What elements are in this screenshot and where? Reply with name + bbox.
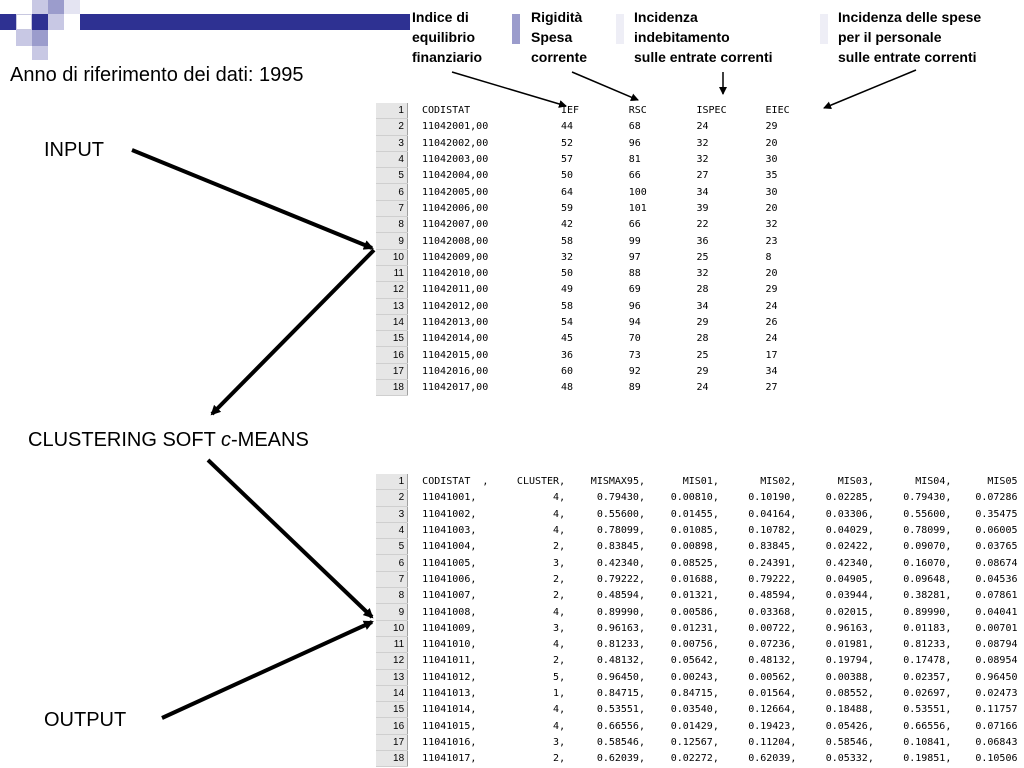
- table-cell: 94: [628, 317, 641, 328]
- table-cell: 60: [561, 365, 574, 377]
- table-cell: 0.53551,: [903, 704, 952, 716]
- table-cell: 0.10190,: [748, 492, 797, 504]
- table-cell: 28: [696, 333, 709, 345]
- table-cell: 0.02473: [975, 688, 1018, 699]
- table-cell: 11042016,00: [421, 365, 489, 377]
- column-header: CODISTAT ,: [422, 476, 489, 488]
- table-cell: 0.96450,: [596, 671, 645, 683]
- table-cell: 0.01564,: [748, 688, 797, 699]
- table-cell: 3,: [553, 736, 566, 748]
- table-cell: 0.19423,: [748, 720, 797, 732]
- table-cell: 3,: [553, 622, 566, 634]
- table-cell: 0.03306,: [825, 508, 874, 520]
- table-cell: 0.84715,: [670, 688, 719, 699]
- row-number: 8: [376, 588, 408, 604]
- table-cell: 0.07861: [975, 590, 1018, 602]
- row-number: 2: [376, 490, 408, 506]
- table-cell: 96: [628, 300, 641, 312]
- row-number: 11: [376, 636, 408, 652]
- row-number: 9: [376, 604, 408, 620]
- table-cell: 11041003,: [422, 525, 477, 537]
- table-cell: 11041012,: [422, 671, 477, 683]
- pointer-rsc: [572, 72, 638, 100]
- table-cell: 4,: [553, 639, 566, 651]
- row-number: 6: [376, 555, 408, 571]
- row-number: 5: [376, 539, 408, 555]
- table-cell: 4,: [553, 508, 566, 520]
- table-cell: 2,: [553, 753, 566, 765]
- table-cell: 29: [765, 121, 778, 133]
- table-cell: 0.05426,: [825, 720, 874, 732]
- table-cell: 66: [628, 219, 641, 231]
- row-number: 15: [376, 702, 408, 718]
- table-cell: 0.01455,: [670, 508, 719, 520]
- table-cell: 0.01231,: [670, 622, 719, 634]
- table-cell: 0.06843: [975, 736, 1018, 748]
- table-cell: 11041001,: [422, 492, 477, 504]
- table-cell: 0.03944,: [825, 590, 874, 602]
- table-cell: 0.04029,: [825, 525, 874, 537]
- table-cell: 0.58546,: [596, 736, 645, 748]
- table-cell: 57: [561, 154, 574, 166]
- table-cell: 0.48594,: [748, 590, 797, 602]
- table-cell: 0.00756,: [670, 639, 719, 651]
- table-cell: 27: [696, 170, 709, 182]
- table-cell: 0.08794: [975, 639, 1018, 651]
- table-cell: 0.19794,: [825, 655, 874, 667]
- table-cell: 11041015,: [422, 720, 477, 732]
- table-cell: 50: [561, 170, 574, 182]
- row-number: 14: [376, 685, 408, 701]
- table-cell: 24: [696, 382, 709, 394]
- row-number: 8: [376, 217, 407, 233]
- table-cell: 32: [696, 137, 709, 149]
- table-cell: 11042012,00: [421, 300, 489, 312]
- column-header: MIS02,: [760, 476, 797, 488]
- row-number: 13: [376, 669, 408, 685]
- table-cell: 8: [765, 251, 772, 263]
- table-cell: 2,: [553, 573, 566, 585]
- table-cell: 0.89990,: [903, 606, 952, 618]
- table-cell: 0.00562,: [748, 671, 797, 683]
- row-number: 3: [376, 506, 408, 522]
- table-cell: 0.10506: [975, 753, 1018, 765]
- table-cell: 11042014,00: [421, 333, 489, 345]
- table-cell: 0.05332,: [825, 753, 874, 765]
- table-cell: 101: [628, 202, 647, 214]
- table-cell: 0.12567,: [670, 736, 719, 748]
- table-cell: 0.81233,: [903, 639, 952, 651]
- table-cell: 66: [628, 170, 641, 182]
- table-cell: 26: [765, 317, 778, 328]
- row-number: 12: [376, 653, 408, 669]
- table-cell: 0.81233,: [596, 639, 645, 651]
- table-cell: 0.02697,: [903, 688, 952, 699]
- column-header: MIS03,: [837, 476, 874, 488]
- header-rsc: Rigidità Spesa corrente: [531, 9, 588, 65]
- row-number: 16: [376, 347, 407, 363]
- table-cell: 0.79222,: [748, 573, 797, 585]
- row-number: 11: [376, 265, 407, 281]
- table-cell: 54: [561, 317, 574, 328]
- table-cell: 0.03765: [975, 541, 1018, 553]
- row-number: 18: [376, 380, 407, 396]
- table-cell: 0.19851,: [903, 753, 952, 765]
- row-number: 4: [376, 151, 407, 167]
- table-cell: 0.02015,: [825, 606, 874, 618]
- row-number: 1: [376, 103, 407, 119]
- table-cell: 58: [561, 235, 574, 247]
- table-cell: 0.58546,: [825, 736, 874, 748]
- table-cell: 0.10841,: [903, 736, 952, 748]
- row-number: 18: [376, 751, 408, 767]
- table-cell: 68: [628, 121, 641, 133]
- table-cell: 11041005,: [422, 557, 477, 569]
- table-cell: 0.62039,: [596, 753, 645, 765]
- column-header: MIS04,: [915, 476, 952, 488]
- column-header: MIS01,: [682, 476, 719, 488]
- table-cell: 0.78099,: [903, 525, 952, 537]
- arrow-clustering-to-output: [208, 460, 372, 617]
- table-cell: 0.07236,: [748, 639, 797, 651]
- table-cell: 52: [561, 137, 574, 149]
- table-cell: 0.04041: [975, 606, 1018, 618]
- table-cell: 2,: [553, 655, 566, 667]
- table-cell: 39: [696, 202, 709, 214]
- column-header: CODISTAT: [421, 105, 471, 117]
- table-cell: 0.42340,: [825, 557, 874, 569]
- table-cell: 0.00388,: [825, 671, 874, 683]
- table-cell: 11042002,00: [421, 137, 489, 149]
- table-cell: 0.79222,: [596, 573, 645, 585]
- table-cell: 25: [696, 251, 709, 263]
- table-cell: 5,: [553, 671, 566, 683]
- table-cell: 0.66556,: [596, 720, 645, 732]
- table-cell: 0.00243,: [670, 671, 719, 683]
- table-cell: 0.18488,: [825, 704, 874, 716]
- table-cell: 0.08954: [975, 655, 1018, 667]
- table-cell: 25: [696, 349, 709, 361]
- table-cell: 0.48594,: [596, 590, 645, 602]
- table-cell: 2,: [553, 590, 566, 602]
- row-number: 6: [376, 184, 407, 200]
- table-cell: 0.62039,: [748, 753, 797, 765]
- table-cell: 11041016,: [422, 736, 477, 748]
- table-cell: 0.01688,: [670, 573, 719, 585]
- table-cell: 32: [561, 251, 574, 263]
- table-cell: 0.01321,: [670, 590, 719, 602]
- table-cell: 0.04905,: [825, 573, 874, 585]
- row-number: 4: [376, 522, 408, 538]
- row-number: 1: [376, 474, 408, 490]
- table-cell: 34: [765, 365, 778, 377]
- row-number: 5: [376, 168, 407, 184]
- pointer-eiec: [824, 70, 916, 108]
- output-label: OUTPUT: [44, 709, 127, 731]
- table-cell: 50: [561, 268, 574, 280]
- table-cell: 0.03540,: [670, 704, 719, 716]
- table-cell: 11042004,00: [421, 170, 489, 182]
- table-cell: 0.01981,: [825, 639, 874, 651]
- table-cell: 22: [696, 219, 709, 231]
- row-number: 17: [376, 363, 407, 379]
- table-cell: 0.55600,: [903, 508, 952, 520]
- table-cell: 0.01183,: [903, 622, 952, 634]
- table-cell: 20: [765, 137, 778, 149]
- table-cell: 0.00586,: [670, 606, 719, 618]
- table-cell: 97: [628, 251, 641, 263]
- table-cell: 0.08674: [975, 557, 1018, 569]
- table-cell: 11041011,: [422, 655, 477, 667]
- table-cell: 35: [765, 170, 778, 182]
- table-cell: 0.09070,: [903, 541, 952, 553]
- column-header: CLUSTER,: [516, 476, 566, 488]
- table-cell: 0.35475: [975, 508, 1018, 520]
- table-cell: 4,: [553, 720, 566, 732]
- table-cell: 88: [628, 268, 641, 280]
- table-cell: 17: [765, 349, 778, 361]
- table-cell: 0.02272,: [670, 753, 719, 765]
- pointer-ief: [452, 72, 566, 106]
- table-cell: 0.07286: [975, 492, 1018, 504]
- table-cell: 92: [628, 365, 641, 377]
- table-cell: 0.08525,: [670, 557, 719, 569]
- table-cell: 0.02285,: [825, 492, 874, 504]
- table-cell: 32: [696, 154, 709, 166]
- table-cell: 0.84715,: [596, 688, 645, 699]
- table-cell: 0.11204,: [748, 736, 797, 748]
- table-cell: 4,: [553, 704, 566, 716]
- table-cell: 11042001,00: [421, 121, 489, 133]
- table-cell: 0.01429,: [670, 720, 719, 732]
- row-number: 15: [376, 331, 407, 347]
- table-cell: 20: [765, 268, 778, 280]
- page-title: Anno di riferimento dei dati: 1995: [10, 64, 304, 86]
- table-cell: 0.79430,: [903, 492, 952, 504]
- table-cell: 0.53551,: [596, 704, 645, 716]
- table-cell: 0.11757: [975, 704, 1018, 716]
- table-cell: 0.12664,: [748, 704, 797, 716]
- clustering-label: CLUSTERING SOFT c-MEANS: [28, 429, 309, 451]
- table-cell: 45: [561, 333, 574, 345]
- table-cell: 0.66556,: [903, 720, 952, 732]
- row-number: 12: [376, 282, 407, 298]
- table-cell: 11041010,: [422, 639, 477, 651]
- table-cell: 42: [561, 219, 574, 231]
- table-cell: 0.02422,: [825, 541, 874, 553]
- table-cell: 4,: [553, 492, 566, 504]
- table-cell: 0.09648,: [903, 573, 952, 585]
- column-header: ISPEC: [696, 105, 727, 117]
- table-cell: 1,: [553, 688, 566, 699]
- table-cell: 34: [696, 300, 709, 312]
- table-cell: 44: [561, 121, 574, 133]
- table-cell: 0.78099,: [596, 525, 645, 537]
- table-cell: 0.48132,: [596, 655, 645, 667]
- header-eiec: Incidenza delle spese per il personale sulle entrate correnti: [838, 9, 982, 65]
- column-header: RSC: [628, 105, 647, 117]
- row-number: 16: [376, 718, 408, 734]
- header-ief: Indice di equilibrio finanziario: [412, 9, 483, 65]
- table-cell: 11042006,00: [421, 202, 489, 214]
- table-cell: 0.89990,: [596, 606, 645, 618]
- table-cell: 32: [696, 268, 709, 280]
- table-cell: 0.17478,: [903, 655, 952, 667]
- table-cell: 0.04536: [975, 573, 1018, 585]
- table-cell: 11042017,00: [421, 382, 489, 394]
- column-header: IEF: [561, 105, 580, 117]
- header-ispec: Incidenza indebitamento sulle entrate correnti: [634, 9, 773, 65]
- table-cell: 11042015,00: [421, 349, 489, 361]
- table-cell: 58: [561, 300, 574, 312]
- row-number: 9: [376, 233, 407, 249]
- table-cell: 29: [696, 317, 709, 328]
- column-header: EIEC: [765, 105, 790, 117]
- table-cell: 64: [561, 186, 574, 198]
- row-number: 10: [376, 249, 407, 265]
- table-cell: 0.00810,: [670, 492, 719, 504]
- column-header: MISMAX95,: [590, 476, 645, 488]
- table-cell: 2,: [553, 541, 566, 553]
- table-cell: 24: [765, 300, 778, 312]
- table-cell: 0.38281,: [903, 590, 952, 602]
- table-cell: 0.00701: [975, 622, 1018, 634]
- table-cell: 11041009,: [422, 622, 477, 634]
- table-cell: 3,: [553, 557, 566, 569]
- table-cell: 0.00898,: [670, 541, 719, 553]
- table-cell: 11042003,00: [421, 154, 489, 166]
- table-cell: 0.04164,: [748, 508, 797, 520]
- table-cell: 48: [561, 382, 574, 394]
- arrow-table-to-clustering: [212, 250, 374, 414]
- table-cell: 11041002,: [422, 508, 477, 520]
- table-cell: 0.96450: [975, 671, 1018, 683]
- table-cell: 29: [696, 365, 709, 377]
- table-cell: 0.55600,: [596, 508, 645, 520]
- table-cell: 99: [628, 235, 641, 247]
- table-cell: 0.00722,: [748, 622, 797, 634]
- table-cell: 0.03368,: [748, 606, 797, 618]
- table-cell: 70: [628, 333, 641, 345]
- table-cell: 100: [628, 186, 647, 198]
- input-label: INPUT: [44, 139, 104, 161]
- table-cell: 23: [765, 235, 778, 247]
- table-cell: 11042009,00: [421, 251, 489, 263]
- table-cell: 11041014,: [422, 704, 477, 716]
- table-cell: 96: [628, 137, 641, 149]
- table-cell: 11041006,: [422, 573, 477, 585]
- table-cell: 0.08552,: [825, 688, 874, 699]
- row-number: 2: [376, 119, 407, 135]
- table-cell: 4,: [553, 525, 566, 537]
- arrow-input-to-table: [132, 150, 372, 248]
- table-cell: 11041013,: [422, 688, 477, 699]
- table-cell: 0.42340,: [596, 557, 645, 569]
- row-number: 3: [376, 135, 407, 151]
- table-cell: 29: [765, 284, 778, 296]
- table-cell: 11042005,00: [421, 186, 489, 198]
- table-cell: 36: [696, 235, 709, 247]
- table-cell: 32: [765, 219, 778, 231]
- table-cell: 11042010,00: [421, 268, 489, 280]
- table-cell: 59: [561, 202, 574, 214]
- row-number: 10: [376, 620, 408, 636]
- table-cell: 0.01085,: [670, 525, 719, 537]
- arrow-output-label-to-table: [162, 622, 372, 718]
- table-cell: 11041008,: [422, 606, 477, 618]
- table-cell: 0.83845,: [748, 541, 797, 553]
- table-cell: 81: [628, 154, 641, 166]
- table-cell: 11041017,: [422, 753, 477, 765]
- table-cell: 30: [765, 154, 778, 166]
- table-cell: 24: [696, 121, 709, 133]
- table-cell: 49: [561, 284, 574, 296]
- row-number: 7: [376, 200, 407, 216]
- table-cell: 69: [628, 284, 641, 296]
- table-cell: 27: [765, 382, 778, 394]
- row-number: 13: [376, 298, 407, 314]
- table-cell: 28: [696, 284, 709, 296]
- table-cell: 0.07166: [975, 720, 1018, 732]
- table-cell: 0.06005: [975, 525, 1018, 537]
- table-cell: 36: [561, 349, 574, 361]
- table-cell: 0.24391,: [748, 557, 797, 569]
- row-number: 14: [376, 314, 407, 330]
- table-cell: 0.96163,: [825, 622, 874, 634]
- table-cell: 30: [765, 186, 778, 198]
- table-cell: 11042013,00: [421, 317, 489, 328]
- row-number: 7: [376, 571, 408, 587]
- table-cell: 73: [628, 349, 641, 361]
- table-cell: 0.48132,: [748, 655, 797, 667]
- table-cell: 24: [765, 333, 778, 345]
- table-cell: 11042011,00: [421, 284, 489, 296]
- table-cell: 0.10782,: [748, 525, 797, 537]
- table-cell: 4,: [553, 606, 566, 618]
- table-cell: 0.79430,: [596, 492, 645, 504]
- row-number: 17: [376, 734, 408, 750]
- table-cell: 0.96163,: [596, 622, 645, 634]
- table-cell: 0.83845,: [596, 541, 645, 553]
- table-cell: 0.05642,: [670, 655, 719, 667]
- table-cell: 89: [628, 382, 641, 394]
- table-cell: 0.16070,: [903, 557, 952, 569]
- table-cell: 34: [696, 186, 709, 198]
- table-cell: 11042007,00: [421, 219, 489, 231]
- table-cell: 0.02357,: [903, 671, 952, 683]
- table-cell: 20: [765, 202, 778, 214]
- column-header: MIS05: [987, 476, 1018, 488]
- table-cell: 11042008,00: [421, 235, 489, 247]
- table-cell: 11041004,: [422, 541, 477, 553]
- table-cell: 11041007,: [422, 590, 477, 602]
